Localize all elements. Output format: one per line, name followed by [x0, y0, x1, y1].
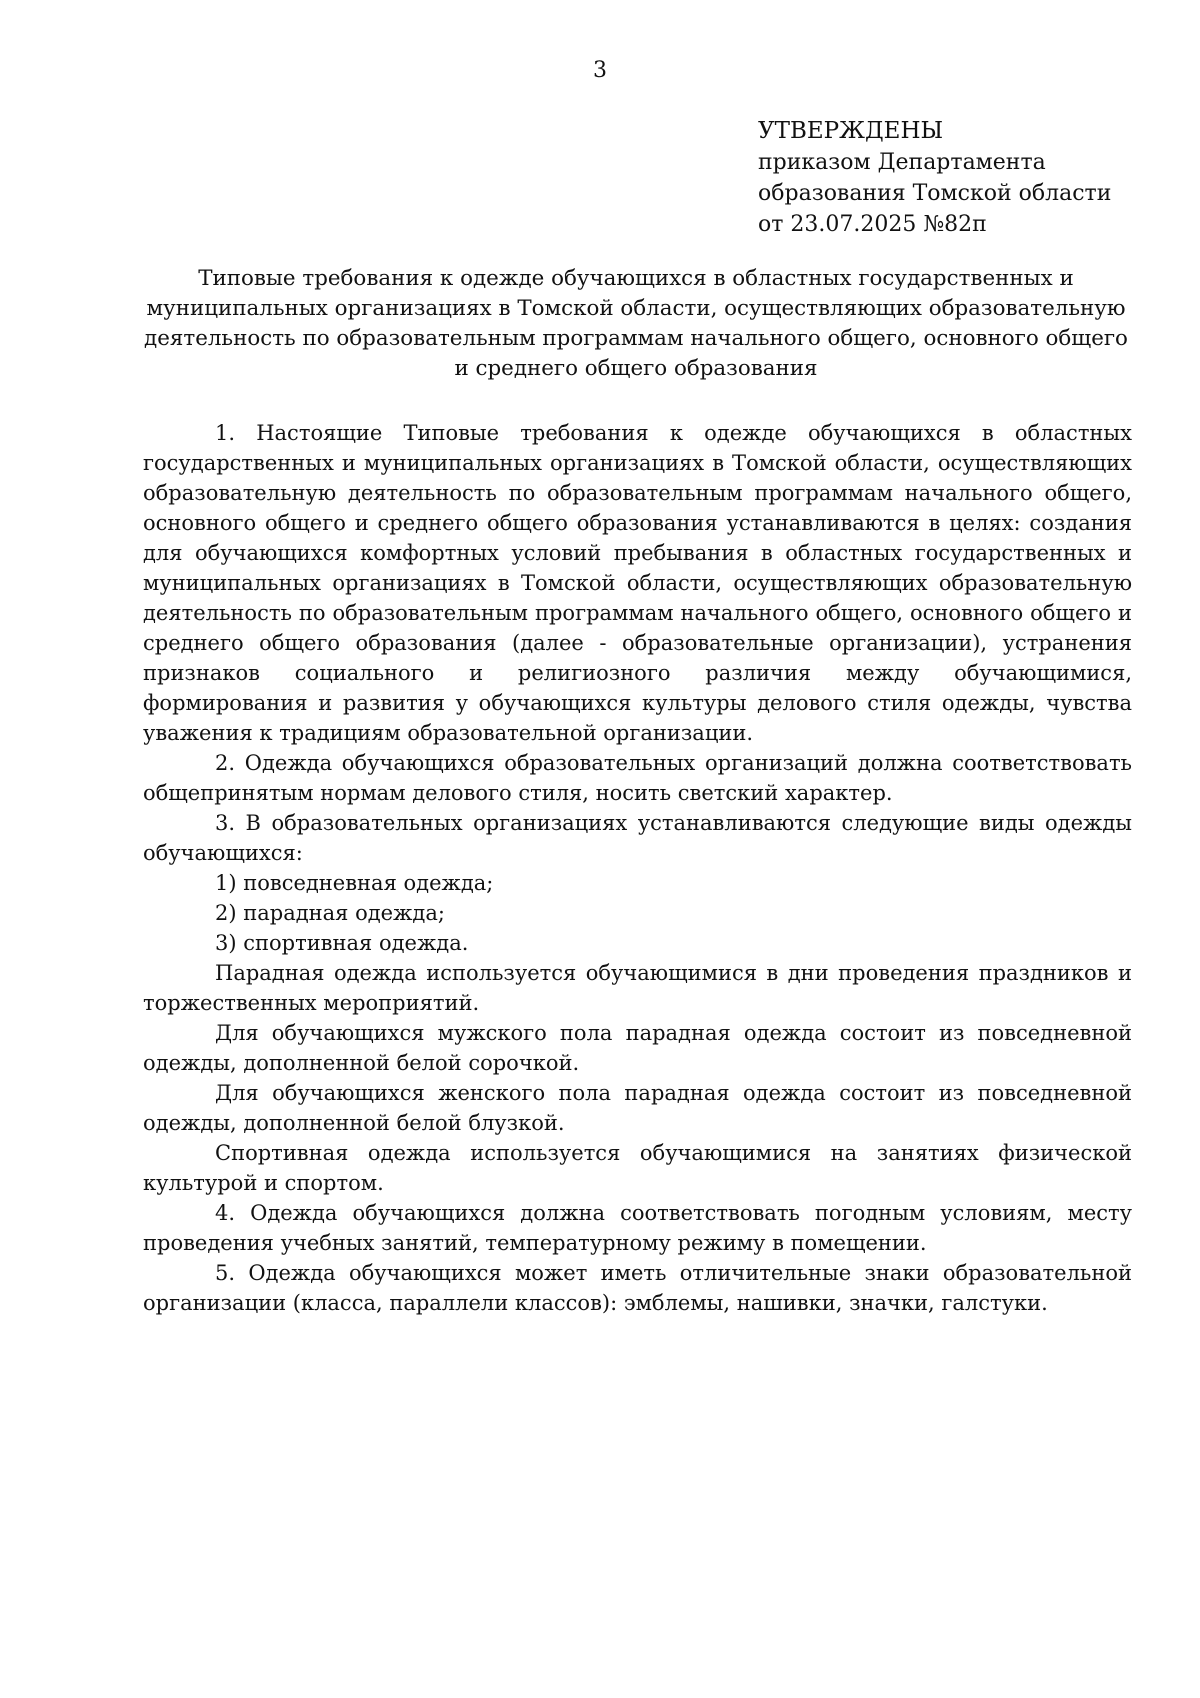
approval-heading: УТВЕРЖДЕНЫ — [758, 118, 944, 144]
document-body — [143, 418, 1132, 1318]
paragraph-sports-usage: Спортивная одежда используется обучающимися на занятиях физической культурой и спортом. — [143, 1141, 1132, 1195]
paragraph-formal-male: Для обучающихся мужского пола парадная одежда состоит из повседневной одежды, дополненной белой сорочкой. — [143, 1021, 1132, 1075]
paragraph-1-purpose: 1. Настоящие Типовые требования к одежде обучающихся в областных государственных и муниципальных организациях в Томской области, осуществляющих образовательную деятельность по образовательным программам начального общего, основного общего и среднего общего образования устанавливаются в целях: создания для обучающихся комфортных условий пребывания в областных государственных и муниципальных организациях в Томской области, осуществляющих образовательную деятельность по образовательным программам начального общего, основного общего и среднего общего образования (далее - образовательные организации), устранения признаков социального и религиозного различия между обучающимися, формирования и развития у обучающихся культуры делового стиля одежды, чувства уважения к традициям образовательной организации. — [143, 421, 1132, 745]
paragraph-formal-female: Для обучающихся женского пола парадная одежда состоит из повседневной одежды, дополненной белой блузкой. — [143, 1081, 1132, 1135]
approval-block — [758, 116, 1178, 240]
list-item-formal: 2) парадная одежда; — [215, 901, 445, 925]
paragraph-2-style: 2. Одежда обучающихся образовательных организаций должна соответствовать общепринятым нормам делового стиля, носить светский характер. — [143, 751, 1132, 805]
approval-line-department: образования Томской области — [758, 181, 1112, 206]
approval-line-date-number: от 23.07.2025 №82п — [758, 212, 987, 237]
paragraph-4-weather: 4. Одежда обучающихся должна соответствовать погодным условиям, месту проведения учебных занятий, температурному режиму в помещении. — [143, 1201, 1132, 1255]
paragraph-5-insignia: 5. Одежда обучающихся может иметь отличительные знаки образовательной организации (класса, параллели классов): эмблемы, нашивки, значки, галстуки. — [143, 1261, 1132, 1315]
list-item-everyday: 1) повседневная одежда; — [215, 871, 494, 895]
list-item-sports: 3) спортивная одежда. — [215, 931, 469, 955]
approval-line-order: приказом Департамента — [758, 150, 1046, 175]
page-number: 3 — [593, 58, 607, 83]
paragraph-formal-usage: Парадная одежда используется обучающимися в дни проведения праздников и торжественных мероприятий. — [143, 961, 1132, 1015]
paragraph-3-types: 3. В образовательных организациях устанавливаются следующие виды одежды обучающихся: — [143, 811, 1132, 865]
document-title: Типовые требования к одежде обучающихся в областных государственных и муниципальных организациях в Томской области, осуществляющих образовательную деятельность по образовательным программам начального общего, основного общего и среднего общего образования — [144, 266, 1128, 381]
